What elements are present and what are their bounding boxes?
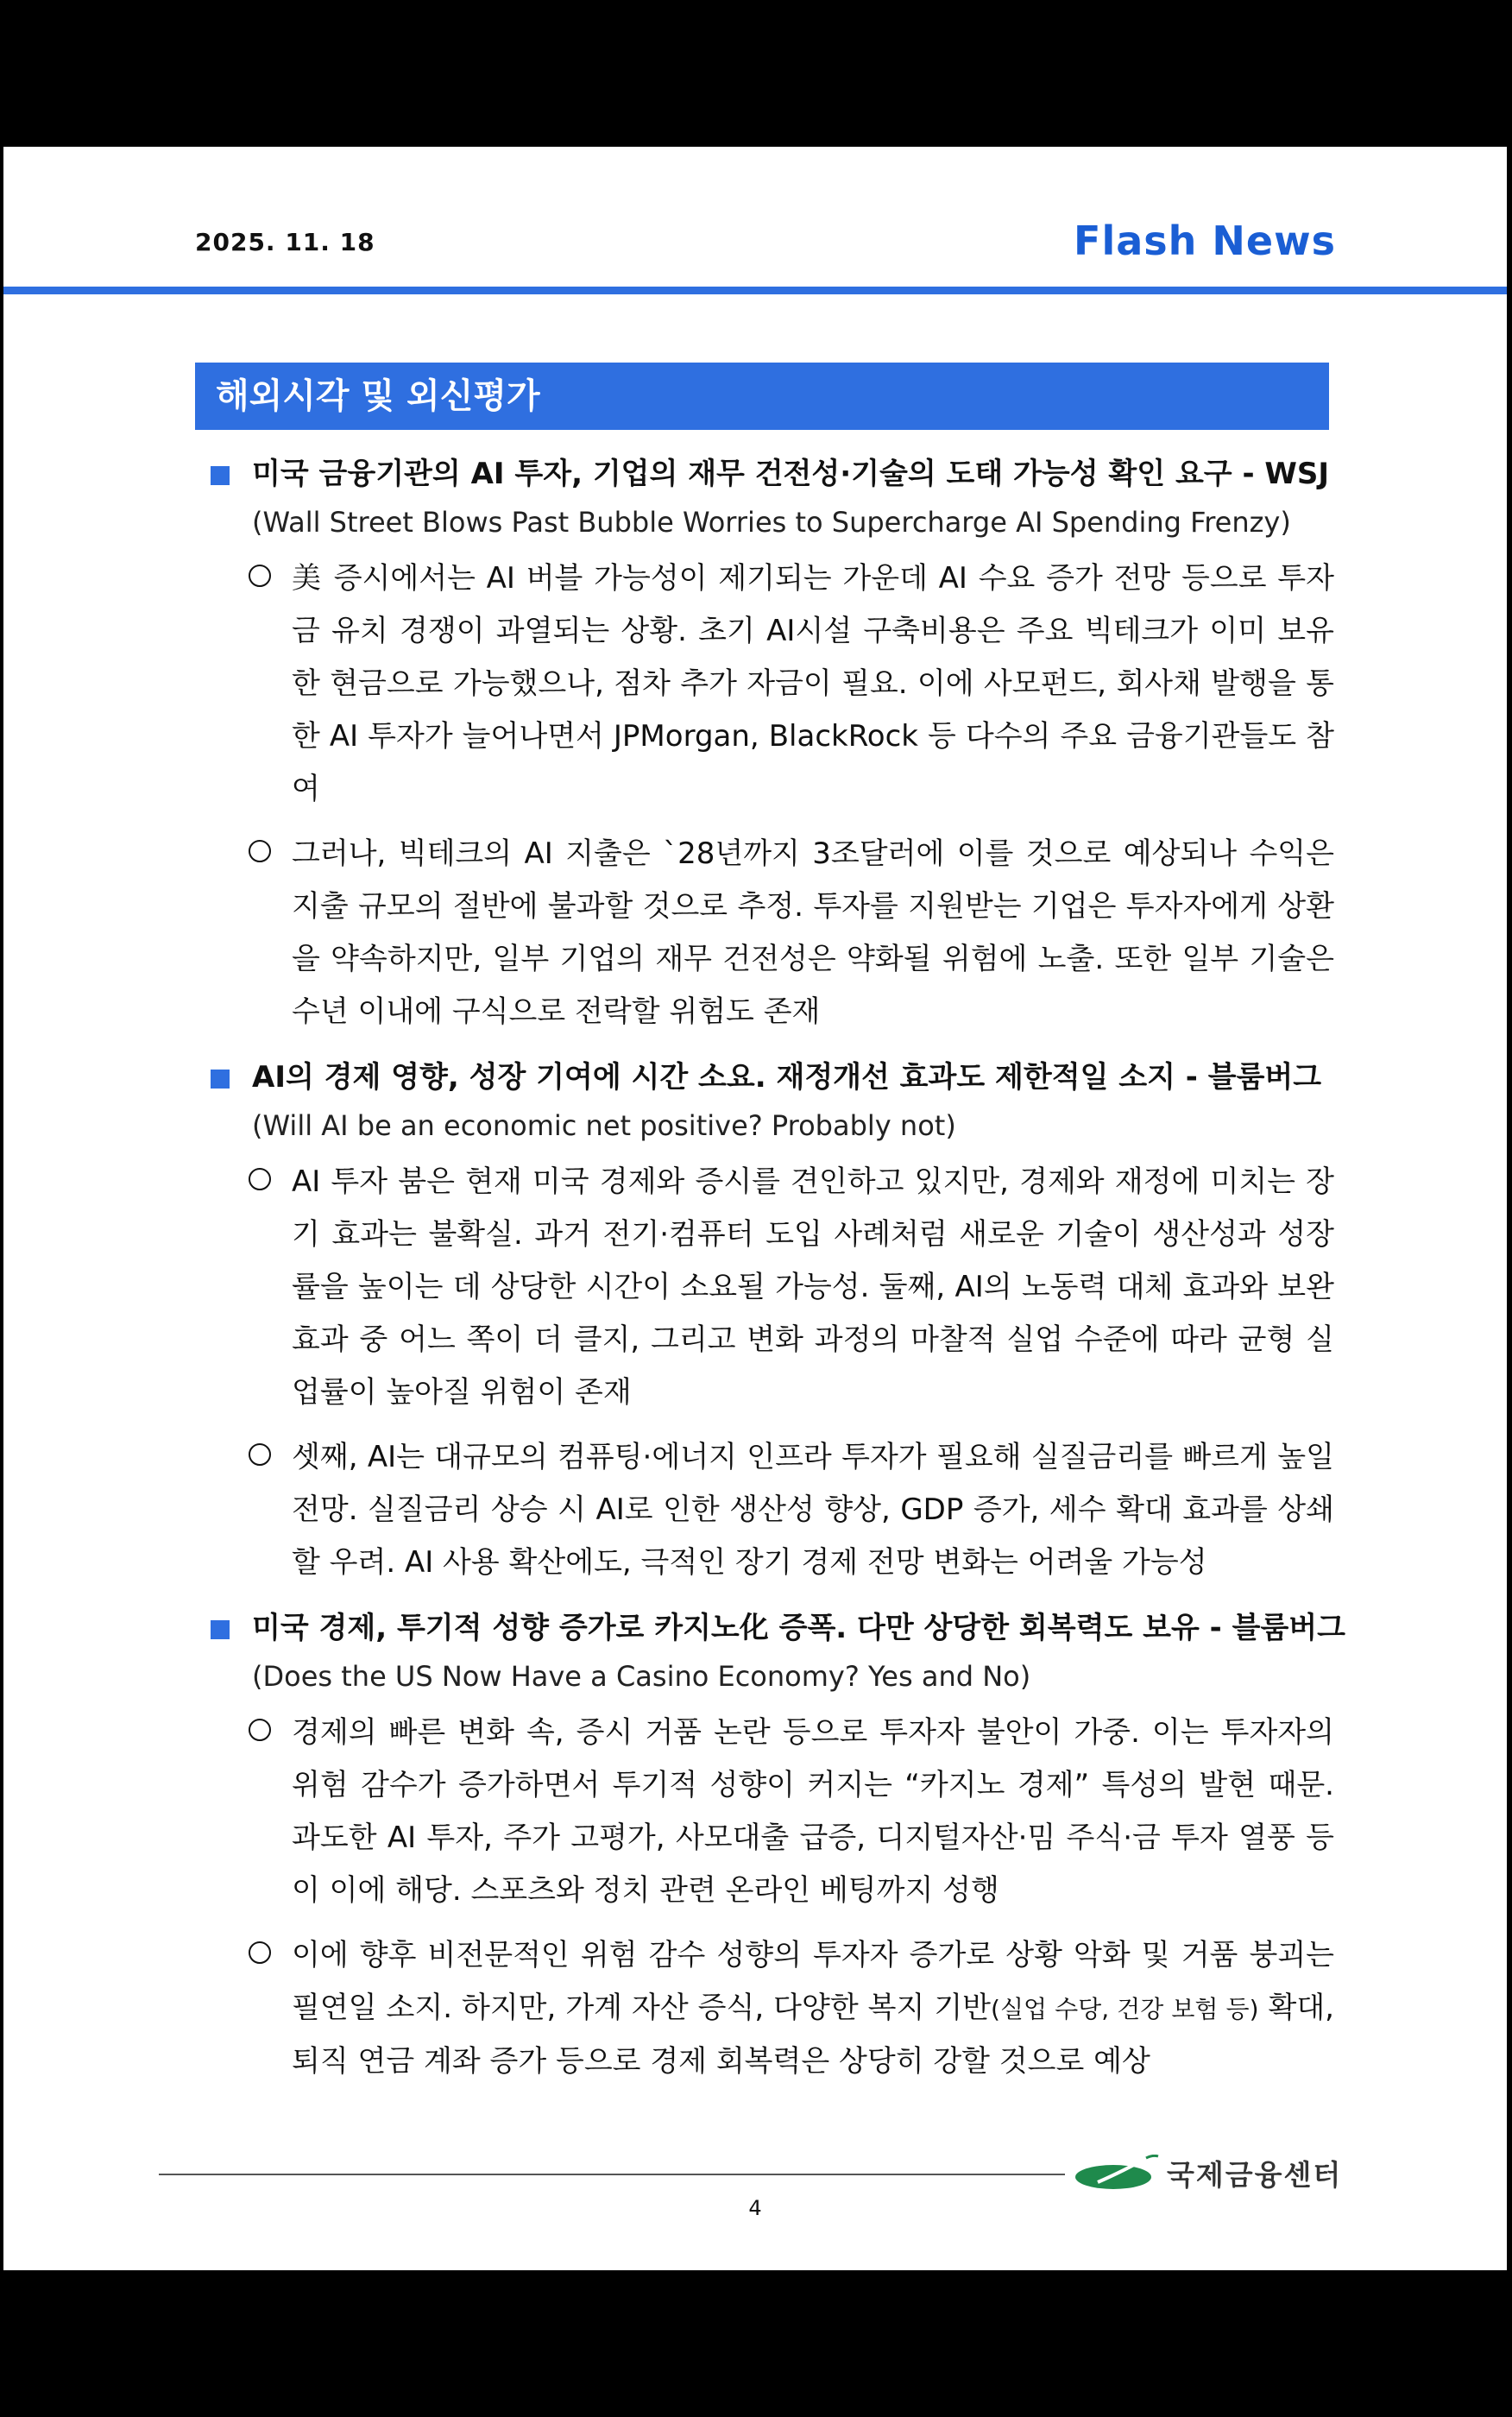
square-bullet-icon [211,1070,230,1089]
bullet-text: 이에 향후 비전문적인 위험 감수 성향의 투자자 증가로 상황 악화 및 거품 붕괴는 필연일 소지. 하지만, 가계 자산 증식, 다양한 복지 기반 [292,1938,1334,2025]
bullet-paragraph [204,828,1334,1038]
bullet-text: 美 증시에서는 AI 버블 가능성이 제기되는 가운데 AI 수요 증가 전망 등으로 투자금 유치 경쟁이 과열되는 상황. 초기 AI시설 구축비용은 주요 빅테크가 이미 보유한 현금으로 가능했으나, 점차 추가 자금이 필요. 이에 사모펀드, 회사채 발행을 통한 AI 투자가 늘어나면서 JPMorgan, BlackRock 등 다수의 주요 금융기관들도 참여 [292,561,1334,806]
english-title: (Will AI be an economic net positive? Probably not) [252,1109,956,1142]
bullet-text: 셋째, AI는 대규모의 컴퓨팅·에너지 인프라 투자가 필요해 실질금리를 빠르게 높일 전망. 실질금리 상승 시 AI로 인한 생산성 향상, GDP 증가, 세수 확대 효과를 상쇄할 우려. AI 사용 확산에도, 극적인 장기 경제 전망 변화는 어려울 가능성 [292,1440,1334,1580]
news-item [204,1054,1334,1589]
bullet-text: 확대, 퇴직 연금 계좌 증가 등으로 경제 회복력은 상당히 강할 것으로 예상 [292,1991,1334,2079]
news-headline [204,1054,1334,1101]
bullet-paragraph [204,1431,1334,1589]
header-divider [3,287,1507,294]
kcif-logo [1074,2142,1350,2203]
footer-divider [159,2174,1065,2175]
bullet-text: AI 투자 붐은 현재 미국 경제와 증시를 견인하고 있지만, 경제와 재정에 미치는 장기 효과는 불확실. 과거 전기·컴퓨터 도입 사례처럼 새로운 기술이 생산성과 성장률을 높이는 데 상당한 시간이 소요될 가능성. 둘째, AI의 노동력 대체 효과와 보완 효과 중 어느 쪽이 더 클지, 그리고 변화 과정의 마찰적 실업 수준에 따라 균형 실업률이 높아질 위험이 존재 [292,1164,1334,1410]
leaf-logo-icon [1074,2155,1160,2193]
circle-bullet-icon [249,840,271,862]
circle-bullet-icon [249,565,271,587]
square-bullet-icon [211,1620,230,1639]
english-title: (Does the US Now Have a Casino Economy? Yes and No) [252,1660,1031,1693]
report-date: 2025. 11. 18 [195,228,375,256]
english-title: (Wall Street Blows Past Bubble Worries to Supercharge AI Spending Frenzy) [252,506,1291,539]
news-headline [204,451,1334,497]
bullet-text: 경제의 빠른 변화 속, 증시 거품 논란 등으로 투자자 불안이 가중. 이는 투자자의 위험 감수가 증가하면서 투기적 성향이 커지는 “카지노 경제” 특성의 발현 때문. 과도한 AI 투자, 주가 고평가, 사모대출 급증, 디지털자산·밈 주식·금 투자 열풍 등이 이에 해당. 스포츠와 정치 관련 온라인 베팅까지 성행 [292,1715,1334,1908]
page-number: 4 [748,2196,762,2220]
circle-bullet-icon [249,1719,271,1741]
headline-text: 미국 금융기관의 AI 투자, 기업의 재무 건전성·기술의 도태 가능성 확인 요구 - WSJ [252,457,1330,491]
news-headline [204,1605,1345,1651]
circle-bullet-icon [249,1443,271,1466]
bullet-paragraph [204,552,1334,816]
bullet-paragraph [204,1156,1334,1419]
headline-text: AI의 경제 영향, 성장 기여에 시간 소요. 재정개선 효과도 제한적일 소지 - 블룸버그 [252,1060,1322,1095]
news-content [204,451,1345,2104]
circle-bullet-icon [249,1941,271,1964]
circle-bullet-icon [249,1168,271,1190]
news-item [204,1605,1345,2088]
bullet-text: 그러나, 빅테크의 AI 지출은 `28년까지 3조달러에 이를 것으로 예상되나 수익은 지출 규모의 절반에 불과할 것으로 추정. 투자를 지원받는 기업은 투자자에게 상환을 약속하지만, 일부 기업의 재무 건전성은 약화될 위험에 노출. 또한 일부 기술은 수년 이내에 구식으로 전락할 위험도 존재 [292,836,1334,1029]
headline-text: 미국 경제, 투기적 성향 증가로 카지노化 증폭. 다만 상당한 회복력도 보유 - 블룸버그 [252,1611,1345,1645]
flash-news-title: Flash News [1074,218,1336,264]
square-bullet-icon [211,466,230,485]
document-page [3,147,1507,2270]
bullet-note: (실업 수당, 건강 보험 등) [991,1995,1259,2023]
logo-text: 국제금융센터 [1167,2158,1343,2192]
news-item [204,451,1334,1038]
bullet-paragraph [204,1707,1334,1917]
bullet-paragraph [204,1929,1334,2088]
section-title: 해외시각 및 외신평가 [195,363,1329,430]
